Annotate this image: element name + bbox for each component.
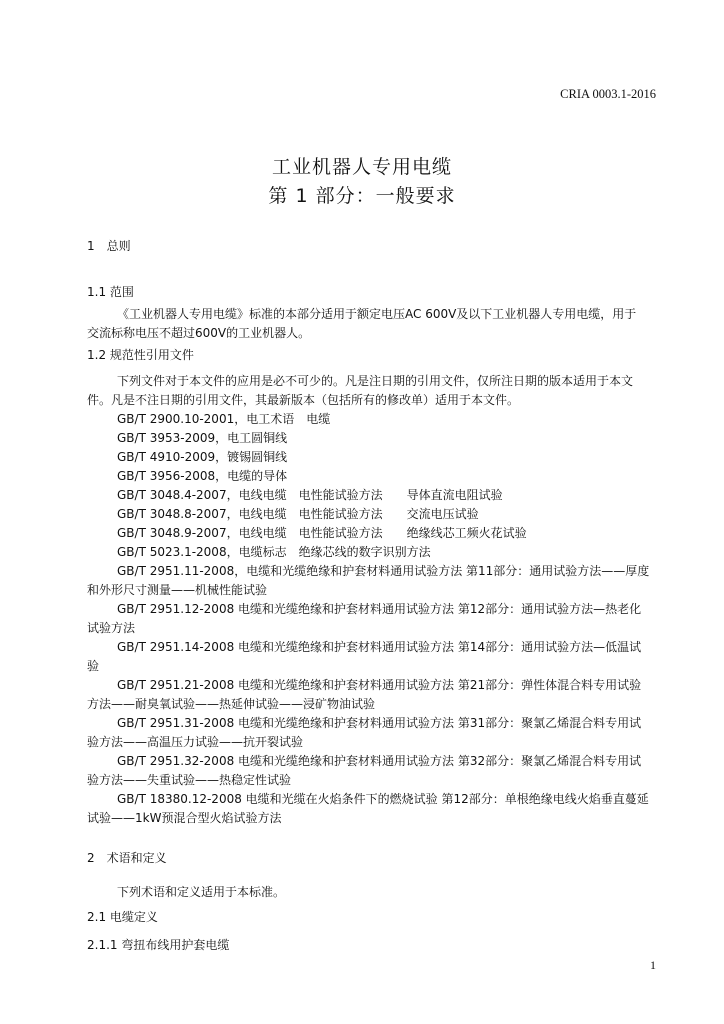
section-2-1-heading: 2.1 电缆定义 [87,910,158,924]
reference-item: GB/T 2900.10-2001，电工术语 电缆 [117,412,331,426]
reference-item-continuation: 方法——耐臭氧试验——热延伸试验——浸矿物油试验 [87,697,376,711]
reference-item: GB/T 2951.14-2008 电缆和光缆绝缘和护套材料通用试验方法 第14部分：通用试验方法—低温试 [117,640,642,654]
reference-item-continuation: 试验方法 [87,621,136,635]
reference-item-continuation: 验方法——失重试验——热稳定性试验 [87,773,292,787]
reference-item-continuation: 验方法——高温压力试验——抗开裂试验 [87,735,304,749]
reference-item: GB/T 2951.21-2008 电缆和光缆绝缘和护套材料通用试验方法 第21部分：弹性体混合料专用试验 [117,678,642,692]
reference-item: GB/T 5023.1-2008，电缆标志 绝缘芯线的数字识别方法 [117,545,431,559]
reference-item-continuation: 和外形尺寸测量——机械性能试验 [87,583,268,597]
reference-item: GB/T 4910-2009，镀锡圆铜线 [117,450,288,464]
reference-item: GB/T 3048.4-2007，电线电缆 电性能试验方法 导体直流电阻试验 [117,488,503,502]
reference-item-continuation: 验 [87,659,100,673]
reference-item: GB/T 3048.8-2007，电线电缆 电性能试验方法 交流电压试验 [117,507,479,521]
references-intro-line-1: 下列文件对于本文件的应用是必不可少的。凡是注日期的引用文件，仅所注日期的版本适用于本文 [117,374,634,388]
reference-item: GB/T 3953-2009，电工圆铜线 [117,431,288,445]
section-1-2-heading: 1.2 规范性引用文件 [87,348,194,362]
section-2-heading: 2 术语和定义 [87,851,167,865]
reference-item-continuation: 试验——1kW预混合型火焰试验方法 [87,811,282,825]
reference-item: GB/T 2951.12-2008 电缆和光缆绝缘和护套材料通用试验方法 第12部分：通用试验方法—热老化 [117,602,642,616]
reference-item: GB/T 3956-2008，电缆的导体 [117,469,288,483]
document-subtitle: 第 1 部分：一般要求 [268,185,456,207]
reference-item: GB/T 2951.31-2008 电缆和光缆绝缘和护套材料通用试验方法 第31部分：聚氯乙烯混合料专用试 [117,716,642,730]
terms-intro: 下列术语和定义适用于本标准。 [117,885,286,899]
reference-item: GB/T 2951.32-2008 电缆和光缆绝缘和护套材料通用试验方法 第32部分：聚氯乙烯混合料专用试 [117,754,642,768]
page-number: 1 [650,958,656,972]
section-1-1-heading: 1.1 范围 [87,285,134,299]
document-title: 工业机器人专用电缆 [271,156,452,178]
scope-paragraph-line-2: 交流标称电压不超过600V的工业机器人。 [87,326,311,340]
section-1-heading: 1 总则 [87,239,131,253]
section-2-1-1-heading: 2.1.1 弯扭布线用护套电缆 [87,938,230,952]
reference-item: GB/T 18380.12-2008 电缆和光缆在火焰条件下的燃烧试验 第12部分：单根绝缘电线火焰垂直蔓延 [117,792,649,806]
references-intro-line-2: 件。凡是不注日期的引用文件，其最新版本（包括所有的修改单）适用于本文件。 [87,393,520,407]
document-id: CRIA 0003.1-2016 [560,87,656,101]
reference-item: GB/T 3048.9-2007，电线电缆 电性能试验方法 绝缘线芯工频火花试验 [117,526,527,540]
reference-item: GB/T 2951.11-2008，电缆和光缆绝缘和护套材料通用试验方法 第11部分：通用试验方法——厚度 [117,564,650,578]
scope-paragraph-line-1: 《工业机器人专用电缆》标准的本部分适用于额定电压AC 600V及以下工业机器人专用电缆，用于 [117,307,637,321]
